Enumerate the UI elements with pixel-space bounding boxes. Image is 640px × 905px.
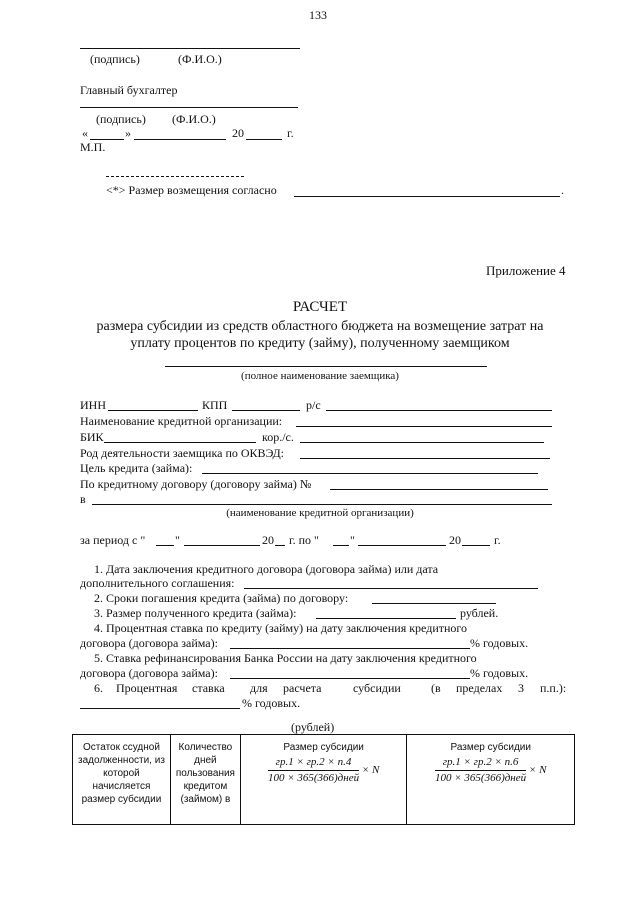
period-quote2: ": [350, 533, 355, 547]
korr-label: кор./с.: [262, 430, 294, 444]
chief-accountant-label: Главный бухгалтер: [80, 83, 178, 97]
kpp-line: [232, 410, 300, 411]
period-month1-line: [184, 545, 260, 546]
period-suffix: г.: [494, 533, 501, 547]
table-header-subsidy-2: [407, 735, 575, 825]
stamp-label: М.П.: [80, 140, 106, 154]
item-6-suffix: % годовых.: [242, 696, 301, 710]
subsidy-1-fraction: [268, 756, 359, 785]
rs-label: р/с: [306, 398, 321, 412]
borrower-caption: (полное наименование заемщика): [241, 370, 399, 382]
footnote-text: <*> Размер возмещения согласно: [106, 183, 277, 197]
chief-accountant-line: [80, 107, 298, 108]
signature-line: [80, 48, 300, 49]
footnote-line: [294, 196, 560, 197]
item-5-value-line: [230, 678, 470, 679]
signature-caption: (подпись): [90, 52, 140, 66]
item-6-word-3: ставка: [192, 681, 225, 695]
item-4-line-2: договора (договора займа):: [80, 636, 218, 650]
subsidy-1-numerator: гр.1 × гр.2 × п.4: [268, 756, 359, 771]
fio-caption: (Ф.И.О.): [178, 52, 222, 66]
item-1-line-2: дополнительного соглашения:: [80, 576, 235, 590]
okved-line: [300, 458, 550, 459]
kpp-label: КПП: [202, 398, 228, 412]
subsidy-1-formula: [244, 756, 404, 785]
subsidy-2-multiplier: × N: [528, 764, 547, 776]
document-subtitle-1: размера субсидии из средств областного бюджета на возмещение затрат на: [96, 319, 544, 334]
date-open-quote: «: [82, 126, 88, 140]
bank-name-line: [296, 426, 552, 427]
bik-label: БИК: [80, 430, 104, 444]
period-month2-line: [358, 545, 446, 546]
item-6-word-10: п.п.):: [540, 681, 567, 695]
period-year2-line: [462, 545, 490, 546]
korr-line: [300, 442, 544, 443]
item-6-word-2: Процентная: [116, 681, 178, 695]
item-6-word-7: (в: [431, 681, 441, 695]
inn-label: ИНН: [80, 398, 106, 412]
purpose-line: [202, 473, 538, 474]
org-caption: (наименование кредитной организации): [226, 507, 414, 519]
contract-line: [330, 489, 548, 490]
item-6-word-9: 3: [518, 681, 524, 695]
subsidy-table: [72, 734, 575, 825]
date-year: 20: [232, 126, 244, 140]
item-6-word-5: расчета: [283, 681, 322, 695]
period-day2-line: [333, 545, 349, 546]
item-5-line-1: 5. Ставка рефинансирования Банка России на дату заключения кредитного: [94, 651, 477, 665]
period-year2: 20: [449, 533, 461, 547]
item-5-line-2: договора (договора займа):: [80, 666, 218, 680]
period-quote1: ": [175, 533, 180, 547]
document-subtitle-2: уплату процентов по кредиту (займу), полученному заемщиком: [130, 336, 510, 351]
footnote-dot: .: [561, 183, 564, 197]
item-2-value-line: [372, 603, 496, 604]
date-year-line: [246, 139, 282, 140]
inn-line: [108, 410, 198, 411]
item-1-value-line: [244, 588, 538, 589]
table-header-days: Количество дней пользования кредитом (займом) в: [170, 735, 240, 825]
item-6-word-8: пределах: [456, 681, 503, 695]
date-year-suffix: г.: [287, 126, 294, 140]
contract-label: По кредитному договору (договору займа) №: [80, 477, 312, 491]
item-3: 3. Размер полученного кредита (займа):: [94, 606, 297, 620]
rs-line: [326, 410, 552, 411]
subsidy-1-multiplier: × N: [361, 764, 380, 776]
appendix-label: Приложение 4: [486, 263, 566, 278]
subsidy-2-formula: [410, 756, 571, 785]
item-3-value-line: [316, 618, 456, 619]
date-close-quote: »: [125, 126, 131, 140]
page-number: 133: [309, 8, 327, 22]
period-year1-line: [275, 545, 285, 546]
signature-caption-2: (подпись): [96, 112, 146, 126]
in-label: в: [80, 492, 86, 506]
fio-caption-2: (Ф.И.О.): [172, 112, 216, 126]
period-year1: 20: [262, 533, 274, 547]
table-header-subsidy-1: [240, 735, 407, 825]
subsidy-2-denominator: 100 × 365(366)дней: [434, 772, 527, 784]
subsidy-1-title: Размер субсидии: [283, 742, 364, 753]
period-mid: г. по ": [289, 533, 319, 547]
purpose-label: Цель кредита (займа):: [80, 461, 193, 475]
document-title: РАСЧЕТ: [292, 299, 348, 315]
item-4-suffix: % годовых.: [470, 636, 529, 650]
item-4-line-1: 4. Процентная ставка по кредиту (займу) на дату заключения кредитного: [94, 621, 468, 635]
bank-org-line: [92, 504, 552, 505]
table-header-row: [73, 735, 575, 825]
item-3-suffix: рублей.: [460, 606, 499, 620]
date-month-line: [134, 139, 226, 140]
item-2: 2. Сроки погашения кредита (займа) по договору:: [94, 591, 349, 605]
item-6-word-1: 6.: [94, 681, 103, 695]
subsidy-2-fraction: [435, 756, 526, 785]
subsidy-2-numerator: гр.1 × гр.2 × п.6: [435, 756, 526, 771]
units-caption: (рублей): [291, 720, 335, 734]
borrower-name-line: [165, 366, 487, 367]
subsidy-1-denominator: 100 × 365(366)дней: [267, 772, 360, 784]
period-day1-line: [156, 545, 174, 546]
item-1-line-1: 1. Дата заключения кредитного договора (договора займа) или дата: [94, 562, 439, 576]
okved-label: Род деятельности заемщика по ОКВЭД:: [80, 446, 284, 460]
bank-name-label: Наименование кредитной организации:: [80, 414, 283, 428]
item-6-value-line: [80, 708, 240, 709]
item-4-value-line: [230, 648, 470, 649]
subsidy-2-title: Размер субсидии: [450, 742, 531, 753]
period-prefix: за период с ": [80, 533, 146, 547]
item-6-word-6: субсидии: [353, 681, 401, 695]
table-header-balance: Остаток ссудной задолженности, из которой начисляется размер субсидии: [73, 735, 171, 825]
item-5-suffix: % годовых.: [470, 666, 529, 680]
bik-line: [104, 442, 256, 443]
footnote-separator: [106, 176, 244, 177]
item-6-word-4: для: [250, 681, 268, 695]
